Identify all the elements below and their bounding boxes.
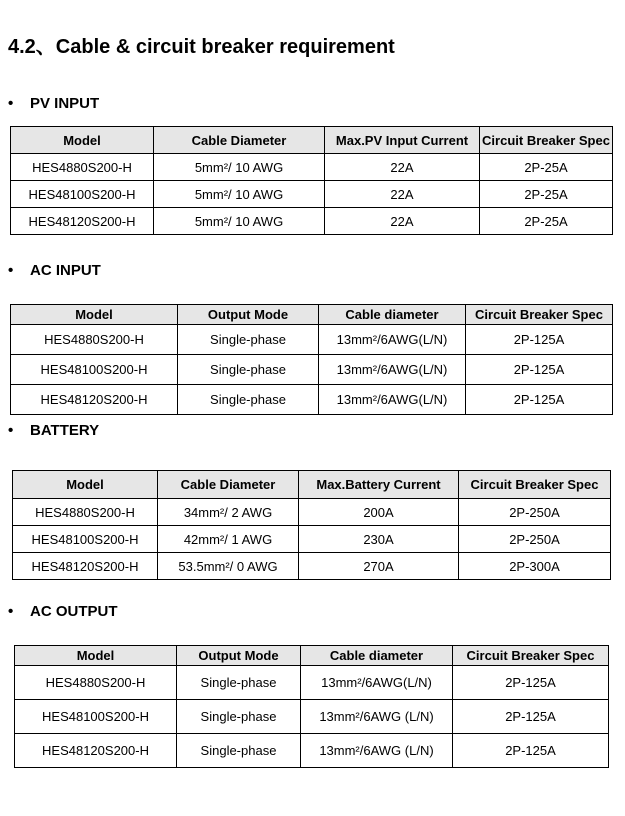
column-header: Circuit Breaker Spec [480, 127, 613, 154]
section-heading-ac-output [8, 603, 118, 620]
table-cell: HES48100S200-H [15, 700, 177, 734]
table-header-row [15, 646, 609, 666]
table-cell: 53.5mm²/ 0 AWG [158, 553, 299, 580]
table-cell: HES4880S200-H [11, 325, 178, 355]
table-cell: Single-phase [178, 325, 319, 355]
table-cell: 230A [299, 526, 459, 553]
column-header: Circuit Breaker Spec [466, 305, 613, 325]
table-cell: 2P-125A [466, 355, 613, 385]
table-cell: HES4880S200-H [15, 666, 177, 700]
column-header: Model [15, 646, 177, 666]
table-cell: 42mm²/ 1 AWG [158, 526, 299, 553]
table-cell: 270A [299, 553, 459, 580]
table-cell: 2P-125A [453, 666, 609, 700]
column-header: Circuit Breaker Spec [453, 646, 609, 666]
bullet-icon: • [8, 95, 14, 112]
table-header-row [11, 127, 613, 154]
table-row [11, 385, 613, 415]
section-title: AC INPUT [30, 262, 101, 279]
table-cell: Single-phase [177, 666, 301, 700]
ac-input-table [10, 304, 613, 415]
bullet-icon: • [8, 262, 14, 279]
table-cell: 13mm²/6AWG(L/N) [319, 325, 466, 355]
table-cell: 200A [299, 499, 459, 526]
table-row [11, 355, 613, 385]
table-row [11, 325, 613, 355]
table-row [11, 154, 613, 181]
table-cell: Single-phase [178, 355, 319, 385]
table-row [11, 208, 613, 235]
column-header: Model [11, 127, 154, 154]
table-cell: 5mm²/ 10 AWG [154, 181, 325, 208]
table-cell: 2P-25A [480, 154, 613, 181]
table-cell: 13mm²/6AWG(L/N) [301, 666, 453, 700]
table-header-row [11, 305, 613, 325]
section-title: PV INPUT [30, 95, 100, 112]
table-row [11, 181, 613, 208]
column-header: Model [11, 305, 178, 325]
table-cell: 2P-125A [466, 325, 613, 355]
column-header: Output Mode [178, 305, 319, 325]
table-cell: Single-phase [178, 385, 319, 415]
table-row [13, 499, 611, 526]
table-cell: HES48120S200-H [15, 734, 177, 768]
column-header: Output Mode [177, 646, 301, 666]
table-cell: 13mm²/6AWG(L/N) [319, 355, 466, 385]
table-cell: Single-phase [177, 700, 301, 734]
table-cell: 2P-300A [459, 553, 611, 580]
table-cell: 22A [325, 208, 480, 235]
table-cell: 2P-125A [453, 734, 609, 768]
table-cell: HES48100S200-H [13, 526, 158, 553]
table-cell: 2P-250A [459, 499, 611, 526]
ac-output-table [14, 645, 609, 768]
table-header-row [13, 471, 611, 499]
table-cell: 22A [325, 181, 480, 208]
table-row [15, 734, 609, 768]
section-heading-battery [8, 422, 99, 439]
table-cell: HES4880S200-H [11, 154, 154, 181]
table-cell: HES4880S200-H [13, 499, 158, 526]
table-cell: HES48120S200-H [11, 385, 178, 415]
table-row [15, 700, 609, 734]
section-heading-pv-input [8, 95, 99, 112]
column-header: Max.PV Input Current [325, 127, 480, 154]
table-cell: 13mm²/6AWG(L/N) [319, 385, 466, 415]
table-cell: HES48100S200-H [11, 355, 178, 385]
bullet-icon: • [8, 603, 14, 620]
table-cell: 2P-25A [480, 208, 613, 235]
column-header: Cable diameter [319, 305, 466, 325]
table-row [13, 526, 611, 553]
table-row [15, 666, 609, 700]
table-cell: 5mm²/ 10 AWG [154, 154, 325, 181]
section-heading-ac-input [8, 262, 101, 279]
bullet-icon: • [8, 422, 14, 439]
column-header: Model [13, 471, 158, 499]
table-cell: 13mm²/6AWG (L/N) [301, 734, 453, 768]
table-cell: 34mm²/ 2 AWG [158, 499, 299, 526]
table-cell: 5mm²/ 10 AWG [154, 208, 325, 235]
table-cell: 2P-125A [466, 385, 613, 415]
table-cell: HES48120S200-H [11, 208, 154, 235]
column-header: Cable Diameter [154, 127, 325, 154]
column-header: Max.Battery Current [299, 471, 459, 499]
column-header: Cable diameter [301, 646, 453, 666]
table-cell: HES48100S200-H [11, 181, 154, 208]
pv-input-table [10, 126, 613, 235]
table-row [13, 553, 611, 580]
column-header: Cable Diameter [158, 471, 299, 499]
table-cell: HES48120S200-H [13, 553, 158, 580]
table-cell: 2P-250A [459, 526, 611, 553]
page-title: 4.2、Cable & circuit breaker requirement [8, 36, 395, 58]
section-title: BATTERY [30, 422, 100, 439]
section-title: AC OUTPUT [30, 603, 118, 620]
table-cell: 2P-125A [453, 700, 609, 734]
battery-table [12, 470, 611, 580]
table-cell: 2P-25A [480, 181, 613, 208]
table-cell: 22A [325, 154, 480, 181]
table-cell: 13mm²/6AWG (L/N) [301, 700, 453, 734]
column-header: Circuit Breaker Spec [459, 471, 611, 499]
table-cell: Single-phase [177, 734, 301, 768]
